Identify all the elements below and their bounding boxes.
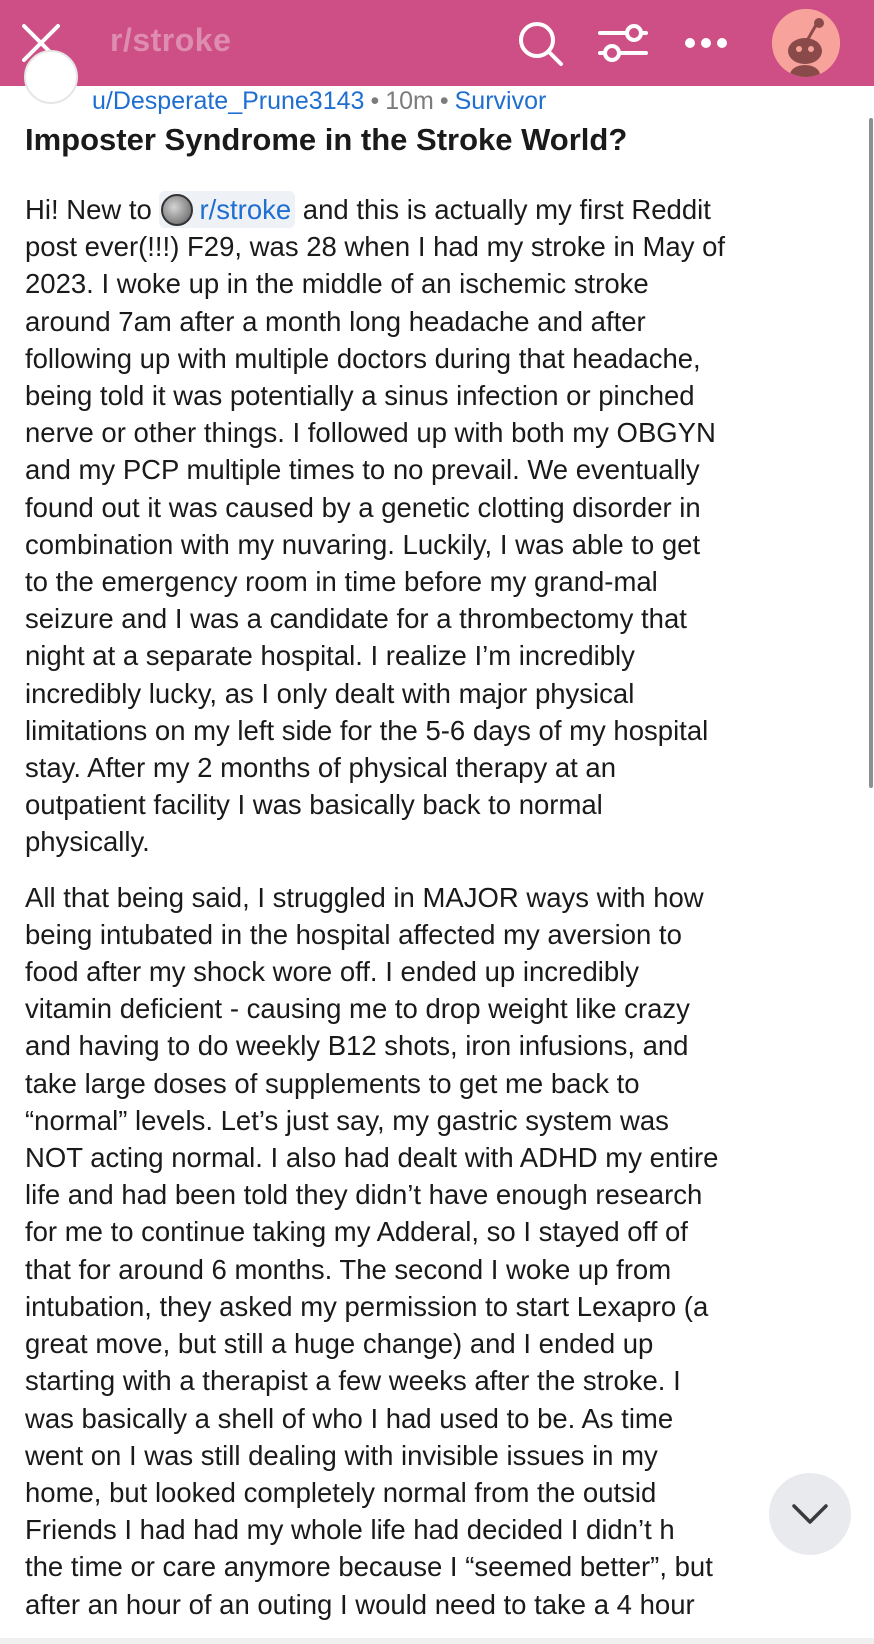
scrollbar[interactable] xyxy=(869,118,873,788)
user-avatar[interactable] xyxy=(772,9,840,77)
post-meta xyxy=(92,86,546,116)
user-flair[interactable]: Survivor xyxy=(454,87,547,115)
scroll-down-button[interactable] xyxy=(769,1473,851,1555)
subreddit-link-label: r/stroke xyxy=(199,194,292,225)
post-paragraph xyxy=(25,191,845,861)
more-options-button[interactable] xyxy=(680,17,732,69)
author-avatar[interactable] xyxy=(24,50,78,104)
filter-icon xyxy=(598,21,648,65)
post-time: 10m xyxy=(385,87,434,115)
bottom-divider xyxy=(0,1638,874,1644)
subreddit-icon xyxy=(161,194,193,226)
body-text: and this is actually my first Reddit post ever(!!!) F29, was 28 when I had my stroke in May of 2023. I woke up in the middle of an ischemic stroke around 7am after a month long headache and after following up with multiple doctors during that headache, being told it was potentially a sinus infection or pinched nerve or other things. I followed up with both my OBGYN and my PCP multiple times to no prevail. We eventually found out it was caused by a genetic clotting disorder in combination with my nuvaring. Luckily, I was able to get to the emergency room in time before my grand-mal seizure and I was a candidate for a thrombectomy that night at a separate hospital. I realize I’m incredibly incredibly lucky, as I only dealt with major physical limitations on my left side for the 5-6 days of my hospital stay. After my 2 months of physical therapy at an outpatient facility I was basically back to normal physically. xyxy=(25,194,726,858)
snoo-avatar-icon xyxy=(772,9,840,77)
body-text: Hi! New to xyxy=(25,194,160,225)
subreddit-link[interactable] xyxy=(159,191,295,228)
post-paragraph: All that being said, I struggled in MAJOR ways with how being intubated in the hospital affected my aversion to food after my shock wore off. I ended up incredibly vitamin deficient - causing me to drop weight like crazy and having to do weekly B12 shots, iron infusions, and take large doses of supplements to get me back to “normal” levels. Let’s just say, my gastric system was NOT acting normal. I also had dealt with ADHD my entire life and had been told they didn’t have enough research for me to continue taking my Adderal, so I stayed off of that for around 6 months. The second I woke up from intubation, they asked my permission to start Lexapro (a great move, but still a huge change) and I ended up starting with a therapist a few weeks after the stroke. I was basically a shell of who I had used to be. As time went on I was still dealing with invisible issues in my home, but looked completely normal from the outsid Friends I had had my whole life had decided I didn’t h the time or care anymore because I “seemed better”, but after an hour of an outing I would need to take a 4 hour xyxy=(25,881,719,1620)
search-button[interactable] xyxy=(514,17,566,69)
top-app-bar xyxy=(0,0,874,86)
meta-separator: • xyxy=(370,87,380,115)
meta-separator: • xyxy=(439,87,449,115)
post-meta-row xyxy=(0,86,874,116)
author-link[interactable]: u/Desperate_Prune3143 xyxy=(92,87,365,115)
chevron-down-icon xyxy=(790,1502,830,1526)
search-icon xyxy=(516,19,564,67)
filter-button[interactable] xyxy=(597,17,649,69)
more-icon xyxy=(684,37,728,49)
post-body xyxy=(25,191,845,1623)
subreddit-title[interactable]: r/stroke xyxy=(110,22,232,58)
post-title: Imposter Syndrome in the Stroke World? xyxy=(25,122,628,157)
